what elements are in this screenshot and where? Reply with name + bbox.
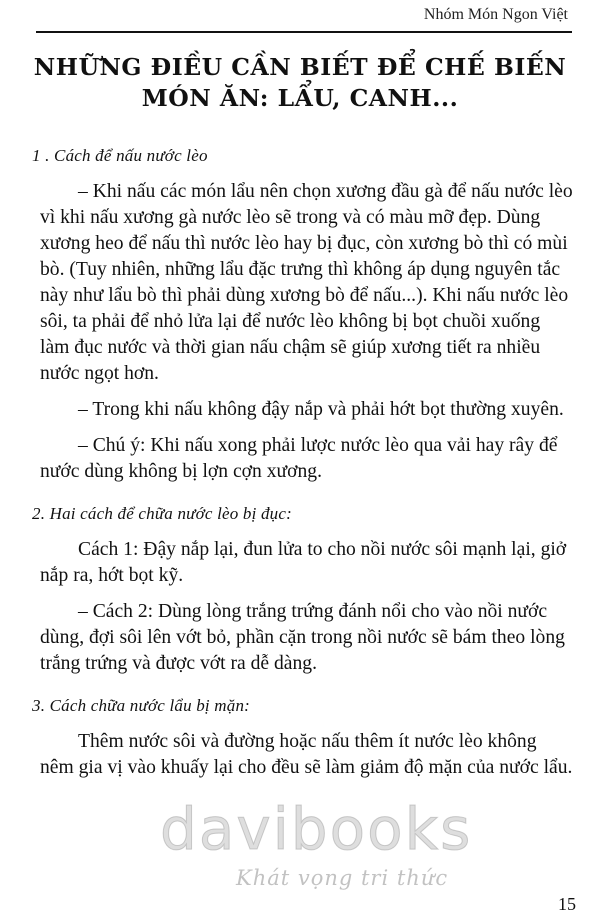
section-heading-1: 1 . Cách để nấu nước lèo bbox=[32, 146, 208, 165]
chapter-title-line-1: NHỮNG ĐIỀU CẦN BIẾT ĐỂ CHẾ BIẾN bbox=[33, 53, 567, 81]
header-rule bbox=[36, 31, 572, 33]
body-text bbox=[32, 143, 574, 791]
section-heading-2: 2. Hai cách để chữa nước lèo bị đục: bbox=[32, 504, 292, 523]
watermark-brand: davibooks bbox=[160, 795, 473, 863]
paragraph: Cách 1: Đậy nắp lại, đun lửa to cho nồi nước sôi mạnh lại, giở nắp ra, hớt bọt kỹ. bbox=[40, 539, 567, 586]
paragraph: – Chú ý: Khi nấu xong phải lược nước lèo qua vải hay rây để nước dùng không bị lợn cợn xương. bbox=[40, 435, 558, 482]
paragraph: – Trong khi nấu không đậy nắp và phải hớt bọt thường xuyên. bbox=[78, 399, 564, 420]
page-number: 15 bbox=[558, 894, 576, 914]
section-heading-3: 3. Cách chữa nước lẩu bị mặn: bbox=[32, 696, 251, 715]
chapter-title-line-2: MÓN ĂN: LẨU, CANH... bbox=[141, 84, 459, 112]
watermark-tagline: Khát vọng tri thức bbox=[236, 866, 449, 890]
paragraph: Thêm nước sôi và đường hoặc nấu thêm ít nước lèo không nêm gia vị vào khuấy lại cho đều sẽ làm giảm độ mặn của nước lẩu. bbox=[40, 731, 573, 778]
paragraph: – Khi nấu các món lẩu nên chọn xương đầu gà để nấu nước lèo vì khi nấu xương gà nước lèo sẽ trong và có màu mỡ đẹp. Dùng xương heo để nấu thì nước lèo hay bị đục, còn xương bò thì có mùi bò. (Tuy nhiên, những lẩu đặc trưng thì không áp dụng nguyên tắc này như lẩu bò thì phải dùng xương bò để nấu...). Khi nấu nước lèo sôi, ta phải để nhỏ lửa lại để nước lèo không bị bọt chuồi xuống làm đục nước và thời gian nấu chậm sẽ giúp xương tiết ra nhiều nước ngọt hơn. bbox=[40, 181, 573, 384]
paragraph: – Cách 2: Dùng lòng trắng trứng đánh nổi cho vào nồi nước dùng, đợi sôi lên vớt bỏ, phần cặn trong nồi nước sẽ bám theo lòng trắng trứng và được vớt ra dễ dàng. bbox=[40, 601, 565, 674]
running-header: Nhóm Món Ngon Việt bbox=[423, 6, 568, 23]
chapter-title bbox=[0, 52, 600, 114]
